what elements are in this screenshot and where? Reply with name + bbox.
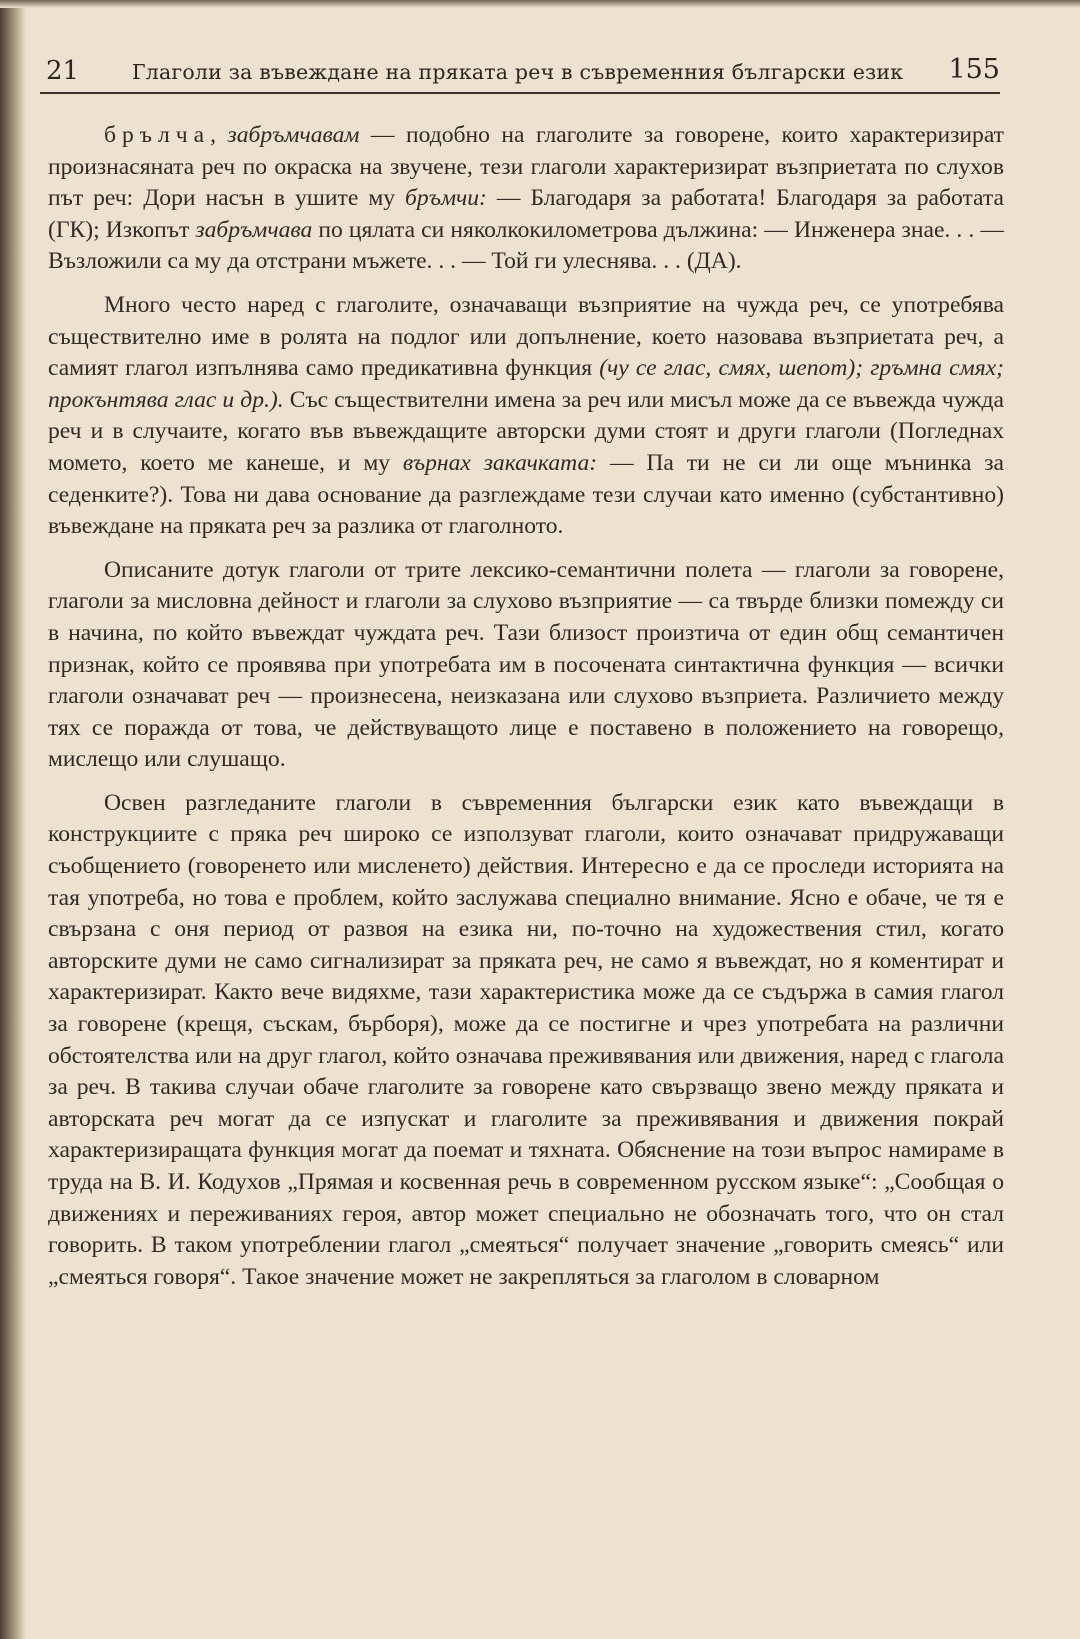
text-span: — Па ти не си ли още мънинка за седенките?). Това ни дава основание да разглеждаме тези случаи като именно (субстантивно) въвеждане на пряката реч за разлика от глаголното. [48,449,1005,540]
italic-span: бръмчи: [405,185,487,212]
paragraph-4 [48,788,1004,1294]
headword-spaced: брълча [104,122,211,148]
italic-span: забръмчава [195,216,313,243]
running-title: Глаголи за въвеждане на пряката реч в съвременния български език [132,60,904,84]
header-rule [40,92,1000,94]
text-span: Много често наред с глаголите, означаващи възприятие на чужда реч, се употребява съществително име в ролята на подлог или допълнение, което назовава възприетата реч, а самият глагол изпълнява само предикативна функция [48,291,1004,382]
text-span: — Благодаря за работата! Благодаря за работата (ГК); Изкопът [48,185,1004,243]
paragraph-3 [48,555,1004,776]
text-span: , [210,122,228,148]
text-span: Освен разгледаните глаголи в съвременния български език като въвеждащи в конструкциите с пряка реч широко се използуват глаголи, които означават придружаващи съобщението (говоренето или мисленето) действия. Интересно е да се проследи историята на тая употреба, но това е проблем, който заслужава специално внимание. Ясно е обаче, че тя е свързана с оня период от развоя на езика ни, по-точно на художествения стил, когато авторските думи не само сигнализират за пряката реч, не само я въвеждат, но я коментират и характеризират. Както вече видяхме, тази характеристика може да се съдържа в самия глагол за говорене (крещя, съскам, бърборя), може да се постигне и чрез употребата на различни обстоятелства или на друг глагол, който означава преживявания или движения, наред с глагола за реч. В такива случаи обаче глаголите за говорене като свързващо звено между пряката и авторската реч могат да се изпускат и глаголите за преживявания и движения покрай характеризиращата функция могат да поемат и тяхната. Обяснение на този въпрос намираме в труда на В. И. Кодухов „Прямая и косвенная речь в современном русском языке“: „Сообщая о движениях и переживаниях героя, автор может специально не обозначать того, что он стал говорить. В таком употреблении глагол „смеяться“ получает значение „говорить смеясь“ или „смеяться говоря“. Такое значение может не закрепляться за глаголом в словарном [48,789,1004,1290]
paragraph-1 [48,120,1004,278]
page-top-edge [0,0,1080,8]
page-number-left: 21 [46,56,80,86]
text-span: — подобно на глаголите за говорене, които характеризират произнасяната реч по окраска на звучене, тези глаголи характеризират възприетата по слухов път реч: Дори насън в ушите му [48,122,1004,212]
italic-span: забръмчавам [227,122,360,148]
page-header [40,52,1000,92]
body-text [48,120,1004,1305]
binding-shadow [0,0,26,1639]
text-span: Описаните дотук глаголи от трите лексико-семантични полета — глаголи за говорене, глаголи за мисловна дейност и глаголи за слухово възприятие — са твърде близки помежду си в начина, по който въвеждат чуждата реч. Тази близост произтича от един общ семантичен признак, който се проявява при употребата им в посочената синтактична функция — всички глаголи означават реч — произнесена, неизказана или слухово възприета. Различието между тях се поражда от това, че действуващото лице е поставено в положението на говорещо, мислещо или слушащо. [48,556,1004,773]
italic-span: (чу се глас, смях, шепот); гръмна смях; прокънтява глас и др.). [48,355,1004,413]
page-number-right: 155 [948,54,1000,85]
text-span: Със съществителни имена за реч или мисъл може да се въвежда чужда реч и в случаите, когато във въвеждащите авторски думи стоят и други глаголи (Погледнах момето, което ме канеше, и му [48,386,1004,476]
italic-span: върнах закачката: [402,449,598,476]
text-span: по цялата си няколкокилометрова дължина: — Инженера знае. . . — Възложили са му да отстрани мъжете. . . — Той ги улеснява. . . (ДА). [48,216,1004,275]
paragraph-2 [48,290,1004,543]
